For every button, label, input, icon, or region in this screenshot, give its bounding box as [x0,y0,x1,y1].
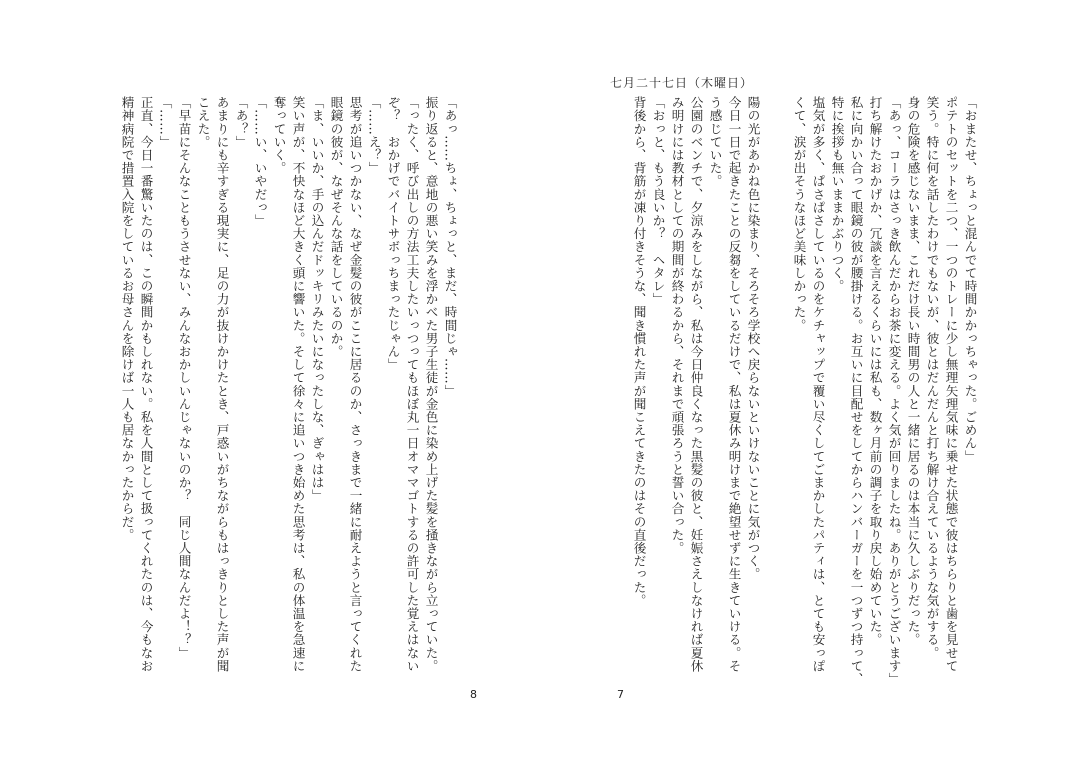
text-column: 「おまたせ、ちょっと混んでて時間かかっちゃった。ごめん」 [962,96,978,463]
text-column: ポテトのセットを二つ、一つのトレーに少し無理矢理気味に乗せた状態で彼はちらりと歯を見せて [943,96,959,673]
text-column: 精神病院で措置入院をしているお母さんを除けば一人も居なかったからだ。 [119,96,135,542]
text-column: 「あっ……ちょ、ちょっと、まだ、時間じゃ……」 [442,96,458,398]
text-column: あまりにも辛すぎる現実に、足の力が抜けかけたとき、戸惑いがちながらもはっきりとした声が聞 [214,96,230,673]
text-column: 塩気が多く、ぱさぱさしているのをケチャップで覆い尽くしてごまかしたパティは、とても安っぽ [810,96,826,673]
text-column: 特に挨拶も無いままかぶりつく。 [829,96,845,293]
text-column: 「……」 [157,96,173,149]
chapter-date-title: 七月二十七日（木曜日） [610,76,754,90]
text-column: 身の危険を感じないまま、これだけ長い時間男の人と一緒に居るのは本当に久しぶりだった。 [905,96,921,647]
text-column: 私に向かい合って眼鏡の彼が腰掛ける。お互いに目配せをしてからハンバーガーを一つずつ持って、 [848,96,864,686]
text-column: 思考が追いつかない、なぜ金髪の彼がここに居るのか、さっきまで一緒に耐えようと言ってくれた [347,96,363,673]
text-column: 今日一日で起きたことの反芻をしているだけで、私は夏休み明けまで絶望せずに生きていける。そ [726,96,742,673]
text-column: くて、涙が出そうなほど美味しかった。 [791,96,807,332]
text-column: 奪っていく。 [271,96,287,175]
text-column: 「……い、いやだっ」 [252,96,268,227]
page-number-right: 7 [617,688,624,701]
text-column: 笑い声が、不快なほど大きく頭に響いた。そして徐々に追いつき始めた思考は、私の体温を急速に [290,96,306,673]
text-column: 「早苗にそんなこともうさせない、みんなおかしいんじゃないのか？ 同じ人間なんだよ！？」 [176,96,192,660]
page-number-left: 8 [470,688,477,701]
text-column: 「おっと、もう良いか？ ヘタレ」 [650,96,666,306]
text-column: 振り返ると、意地の悪い笑みを浮かべた男子生徒が金色に染め上げた髪を掻きながら立っていた。 [423,96,439,673]
text-column: 打ち解けたおかげか、冗談を言えるくらいには私も、数ヶ月前の調子を取り戻し始めていた。 [867,96,883,647]
right-page [540,0,1080,764]
text-column: 「ったく、呼び出しの方法工夫したいっつってもほぼ丸一日オママゴトするの許可した覚えはない [404,96,420,673]
text-column: 公園のベンチで、夕涼みをしながら、私は今日仲良くなった黒髪の彼と、妊娠さえしなければ夏休 [688,96,704,673]
text-column: 眼鏡の彼が、なぜそんな話をしているのか。 [328,96,344,358]
text-column: う感じていた。 [707,96,723,188]
text-column: 「ま、いいか、手の込んだドッキリみたいになったしな、ぎゃはは」 [309,96,325,503]
text-column: 「あっ、コーラはさっき飲んだからお茶に変える。よく気が回りましたね。ありがとうございます」 [886,96,902,686]
text-column: み明けには教材としての期間が終わるから、それまで頑張ろうと誓い合った。 [669,96,685,555]
text-column: 正直、今日一番驚いたのは、この瞬間かもしれない。私を人間として扱ってくれたのは、今もなお [138,96,154,673]
text-column: 「あ？」 [233,96,249,149]
text-column: こえた。 [195,96,211,149]
text-column: 背後から、背筋が凍り付きそうな、聞き慣れた声が聞こえてきたのはその直後だった。 [631,96,647,607]
text-column: ぞ？ おかげでバイトサボっちまったじゃん」 [385,96,401,372]
text-column: 「……え？」 [366,96,382,175]
text-column: 笑う。特に何を話したわけでもないが、彼とはだんだんと打ち解け合えているような気がする。 [924,96,940,660]
text-column: 陽の光があかね色に染まり、そろそろ学校へ戻らないといけないことに気がつく。 [745,96,761,581]
